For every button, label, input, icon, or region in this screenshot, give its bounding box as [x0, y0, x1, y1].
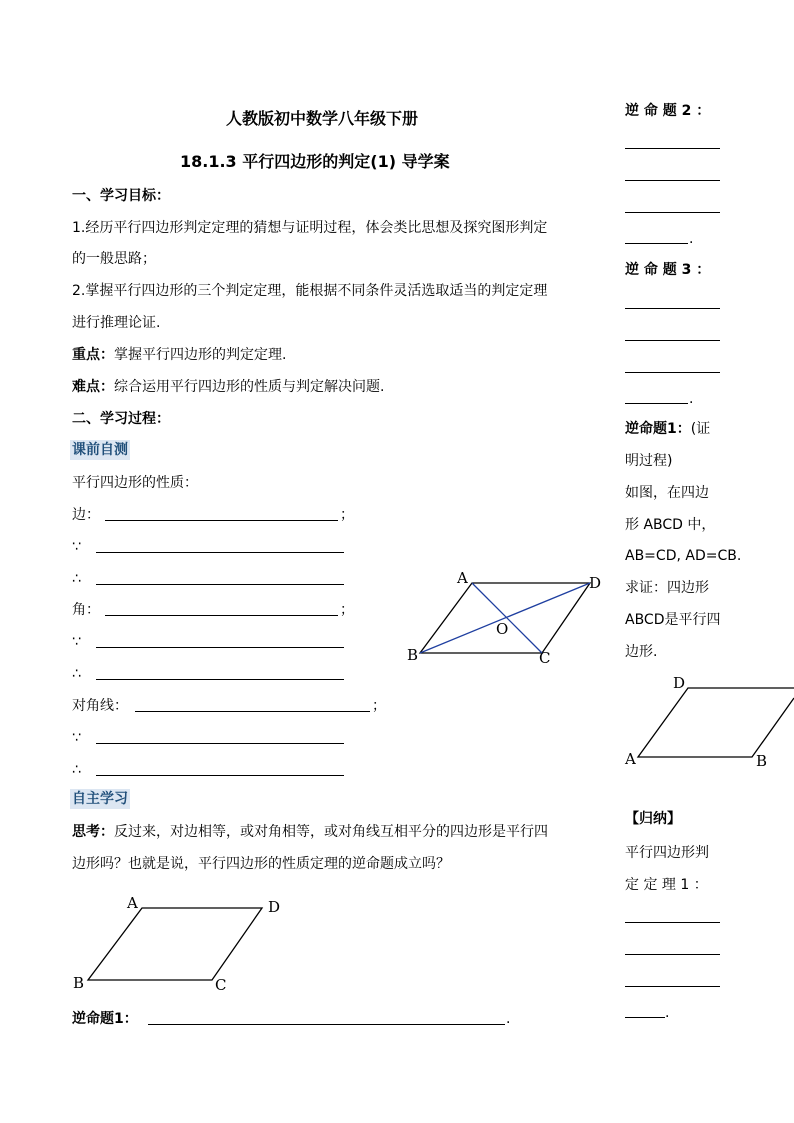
converse-1-label: 逆命题1：	[72, 1011, 138, 1027]
proof-heading	[625, 419, 710, 439]
process-heading: 二、学习过程：	[72, 411, 170, 427]
diagonal-ac	[472, 583, 542, 653]
side-blank	[105, 520, 338, 521]
side-because-symbol: ∵	[72, 539, 81, 555]
converse-2-blank-1	[625, 148, 720, 149]
side-therefore-blank	[96, 584, 344, 585]
proof-paren-2: 明过程)	[625, 453, 673, 469]
diagonal-therefore-symbol: ∴	[72, 762, 81, 778]
converse-3-blank-1	[625, 308, 720, 309]
converse-1-period: .	[506, 1011, 511, 1027]
diagonal-therefore-blank	[96, 775, 344, 776]
angle-therefore-blank	[96, 679, 344, 680]
properties-label: 平行四边形的性质：	[72, 475, 198, 491]
page-subtitle: 18.1.3 平行四边形的判定(1) 导学案	[180, 152, 450, 171]
proof-parallelogram-outline	[638, 688, 794, 757]
page-title: 人教版初中数学八年级下册	[226, 109, 419, 128]
vertex-label-a: A	[457, 569, 468, 587]
vertex-label-a-3: A	[625, 750, 636, 768]
difficult-point-label: 难点：	[72, 379, 114, 395]
angle-therefore-symbol: ∴	[72, 666, 81, 682]
proof-paren-1: (证	[690, 421, 711, 437]
vertex-label-a-2: A	[127, 894, 138, 912]
goal-1-line-1: 1.经历平行四边形判定定理的猜想与证明过程，体会类比思想及探究图形判定	[72, 220, 548, 236]
goal-2-line-1: 2.掌握平行四边形的三个判定定理，能根据不同条件灵活选取适当的判定定理	[72, 283, 548, 299]
proof-line-5: ABCD是平行四	[625, 612, 721, 628]
converse-2-blank-4	[625, 243, 688, 244]
vertex-label-c: C	[539, 649, 551, 667]
angle-semicolon: ；	[340, 602, 354, 618]
goals-heading: 一、学习目标：	[72, 188, 170, 204]
summary-blank-1	[625, 922, 720, 923]
side-because-blank	[96, 552, 344, 553]
difficult-point	[72, 377, 384, 397]
diagonal-semicolon: ；	[372, 698, 386, 714]
converse-3-blank-2	[625, 340, 720, 341]
summary-line-2: 定 定 理 1 ：	[625, 877, 708, 893]
summary-period: .	[665, 1005, 670, 1021]
diagonal-because-symbol: ∵	[72, 730, 81, 746]
angle-label: 角：	[72, 602, 100, 618]
proof-label: 逆命题1：	[625, 421, 691, 437]
diagonal-label: 对角线：	[72, 698, 128, 714]
vertex-label-b-2: B	[73, 974, 85, 992]
summary-blank-3	[625, 986, 720, 987]
proof-line-2: 形 ABCD 中，	[625, 517, 716, 533]
converse-2-label: 逆 命 题 2 ：	[625, 103, 711, 119]
pretest-heading: 课前自测	[72, 442, 128, 458]
angle-because-blank	[96, 647, 344, 648]
converse-3-blank-4	[625, 403, 688, 404]
vertex-label-b: B	[407, 646, 419, 664]
think-text-1: 反过来，对边相等，或对角相等，或对角线互相平分的四边形是平行四	[114, 824, 548, 840]
proof-line-6: 边形.	[625, 644, 658, 660]
proof-line-4: 求证：四边形	[625, 580, 709, 596]
goal-2-line-2: 进行推理论证.	[72, 315, 161, 331]
think-line-2: 边形吗？也就是说，平行四边形的性质定理的逆命题成立吗？	[72, 856, 450, 872]
vertex-label-d-3: D	[673, 674, 686, 692]
side-therefore-symbol: ∴	[72, 571, 81, 587]
vertex-label-d: D	[589, 574, 602, 592]
converse-1-blank	[148, 1024, 505, 1025]
key-point-label: 重点：	[72, 347, 114, 363]
side-semicolon: ；	[340, 507, 354, 523]
center-label-o: O	[496, 620, 509, 638]
difficult-point-text: 综合运用平行四边形的性质与判定解决问题.	[114, 379, 385, 395]
think-line-1	[72, 822, 548, 842]
proof-line-3: AB=CD, AD=CB.	[625, 548, 742, 564]
key-point-text: 掌握平行四边形的判定定理.	[114, 347, 287, 363]
summary-line-1: 平行四边形判	[625, 845, 709, 861]
converse-2-period: .	[689, 231, 694, 247]
summary-blank-4	[625, 1017, 665, 1018]
diagonal-blank	[135, 711, 370, 712]
converse-3-blank-3	[625, 372, 720, 373]
angle-blank	[105, 615, 338, 616]
vertex-label-c-2: C	[215, 976, 227, 994]
angle-because-symbol: ∵	[72, 634, 81, 650]
summary-label: 【归纳】	[625, 811, 681, 827]
key-point	[72, 345, 286, 365]
parallelogram-figure-with-diagonals	[400, 565, 610, 670]
summary-blank-2	[625, 954, 720, 955]
converse-3-label: 逆 命 题 3 ：	[625, 262, 711, 278]
goal-1-line-2: 的一般思路；	[72, 251, 156, 267]
converse-2-blank-2	[625, 180, 720, 181]
converse-2-blank-3	[625, 212, 720, 213]
proof-line-1: 如图，在四边	[625, 485, 709, 501]
vertex-label-b-3: B	[756, 752, 768, 770]
converse-3-period: .	[689, 391, 694, 407]
proof-parallelogram-figure	[618, 668, 794, 772]
side-label: 边：	[72, 507, 100, 523]
self-study-heading: 自主学习	[72, 791, 128, 807]
parallelogram-outline-2	[88, 908, 262, 980]
diagonal-because-blank	[96, 743, 344, 744]
parallelogram-figure	[66, 888, 296, 996]
think-label: 思考：	[72, 824, 114, 840]
vertex-label-d-2: D	[268, 898, 281, 916]
